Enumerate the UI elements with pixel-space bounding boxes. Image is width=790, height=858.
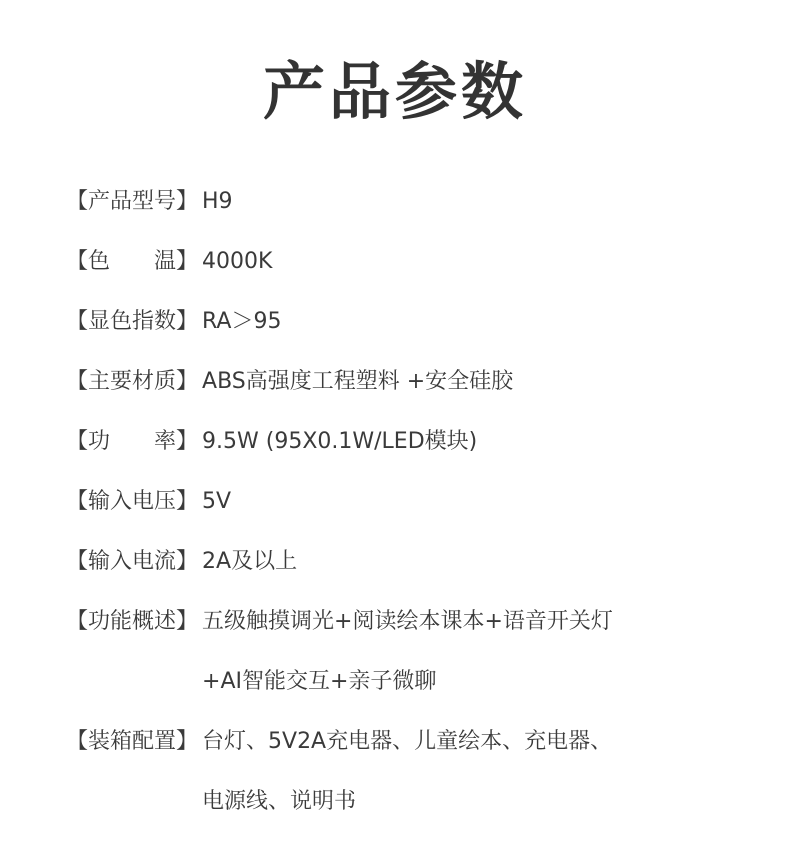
spec-value-line: 电源线、说明书 [202,789,357,814]
spec-label: 【产品型号】 [66,189,199,214]
spec-label: 【装箱配置】 [66,729,199,754]
spec-value [198,532,766,592]
spec-value-line: RA＞95 [202,309,282,334]
spec-row-package-contents [66,712,766,832]
spec-value [198,352,766,412]
spec-value-line: 9.5W (95X0.1W/LED模块) [202,429,478,454]
spec-label: 【色 温】 [66,249,199,274]
spec-row-input-voltage [66,472,766,532]
spec-value [198,172,766,232]
spec-row-cri [66,292,766,352]
spec-value-line: 五级触摸调光+阅读绘本课本+语音开关灯 [202,609,613,634]
spec-row-model [66,172,766,232]
spec-value [198,712,766,832]
spec-label: 【主要材质】 [66,369,199,394]
page-title: 产品参数 [262,55,527,128]
spec-value-line: 2A及以上 [202,549,298,574]
spec-value [198,412,766,472]
spec-value [198,292,766,352]
spec-label: 【输入电压】 [66,489,199,514]
spec-row-input-current [66,532,766,592]
spec-row-features [66,592,766,712]
spec-label: 【功能概述】 [66,609,199,634]
spec-value [198,592,766,712]
spec-value-line: 5V [202,489,232,514]
spec-row-power [66,412,766,472]
spec-list [66,172,766,832]
spec-label: 【输入电流】 [66,549,199,574]
spec-value-line: 4000K [202,249,273,274]
spec-row-color-temperature [66,232,766,292]
spec-value-line: H9 [202,189,233,214]
spec-value-line: 台灯、5V2A充电器、儿童绘本、充电器、 [202,729,613,754]
spec-value-line: ABS高强度工程塑料 +安全硅胶 [202,369,514,394]
spec-label: 【功 率】 [66,429,199,454]
spec-value-line: +AI智能交互+亲子微聊 [202,669,437,694]
spec-value [198,232,766,292]
spec-row-material [66,352,766,412]
spec-value [198,472,766,532]
spec-label: 【显色指数】 [66,309,199,334]
